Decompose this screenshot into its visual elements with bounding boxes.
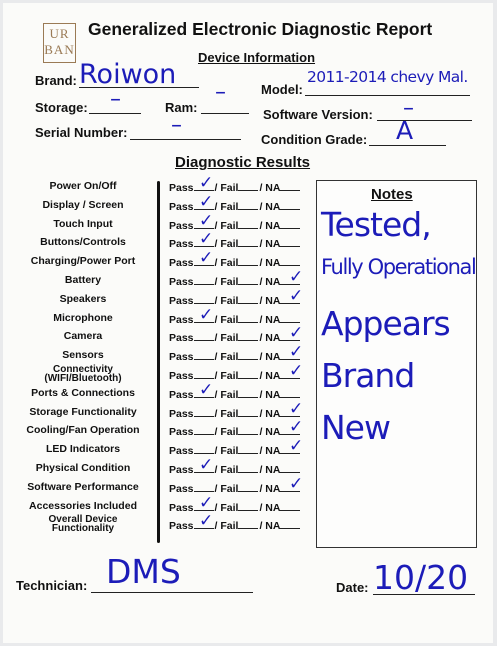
- diagnostic-row-label: Power On/Off: [49, 180, 117, 192]
- check-mark-icon: ✓: [199, 191, 214, 212]
- pass-option: Pass: [169, 482, 194, 495]
- diagnostic-row-label: Ports & Connections: [31, 386, 135, 399]
- check-mark-icon: ✓: [289, 417, 304, 438]
- storage-value: –: [110, 87, 121, 112]
- diagnostic-row-label: Software Performance: [27, 480, 139, 493]
- fail-option-blank: [238, 182, 258, 191]
- check-mark-icon: ✓: [199, 229, 214, 250]
- diagnostic-row-label: Storage Functionality: [29, 405, 137, 418]
- fail-option-blank: [238, 464, 258, 473]
- diagnostic-row-options: [169, 182, 301, 194]
- check-mark-icon: ✓: [199, 210, 214, 231]
- pass-option-blank: [194, 408, 214, 417]
- pass-option-blank: [194, 332, 214, 341]
- storage-line: [89, 113, 141, 114]
- fail-option-blank: [238, 520, 258, 529]
- na-option: / NA: [259, 388, 281, 401]
- condition-value: A: [396, 116, 414, 145]
- check-mark-icon: ✓: [289, 323, 304, 344]
- na-option-blank: [280, 314, 300, 323]
- check-mark-icon: ✓: [199, 173, 214, 193]
- check-mark-icon: ✓: [199, 511, 214, 532]
- report-sheet: [3, 3, 493, 643]
- pass-option: Pass: [169, 332, 194, 345]
- pass-option: Pass: [169, 445, 194, 458]
- fail-option: / Fail: [214, 238, 239, 251]
- pass-option-blank: [194, 351, 214, 360]
- fail-option: / Fail: [214, 388, 239, 401]
- na-option: / NA: [259, 407, 281, 420]
- diagnostic-results-heading: Diagnostic Results: [175, 154, 311, 171]
- logo-line-1: UR: [49, 26, 70, 41]
- software-value: –: [403, 96, 414, 121]
- note-line-3: Appears: [321, 304, 450, 343]
- check-mark-icon: ✓: [199, 304, 214, 325]
- diagnostic-row-options: [169, 295, 301, 307]
- na-option: / NA: [259, 426, 281, 439]
- diagnostic-row-options: [169, 520, 301, 532]
- fail-option: / Fail: [214, 294, 239, 307]
- note-line-1: Tested,: [321, 205, 431, 244]
- diagnostic-row-options: [169, 445, 301, 457]
- brand-value: Roiwon: [79, 59, 177, 90]
- fail-option: / Fail: [214, 257, 239, 270]
- diagnostic-row-label: Camera: [63, 330, 103, 343]
- fail-option: / Fail: [214, 182, 239, 194]
- technician-line: [91, 592, 253, 593]
- pass-option: Pass: [169, 388, 194, 401]
- na-option: / NA: [259, 501, 281, 514]
- diagnostic-row-options: [169, 426, 301, 438]
- fail-option-blank: [238, 502, 258, 511]
- notes-heading: Notes: [371, 186, 413, 203]
- fail-option-blank: [238, 445, 258, 454]
- pass-option: Pass: [169, 313, 194, 326]
- ram-line: [201, 113, 249, 114]
- software-line: [377, 120, 472, 121]
- diagnostic-row-label: Buttons/Controls: [40, 236, 126, 249]
- check-mark-icon: ✓: [199, 248, 214, 269]
- pass-option: Pass: [169, 370, 194, 382]
- diagnostic-row-label: Cooling/Fan Operation: [26, 424, 140, 437]
- pass-option-blank: [194, 370, 214, 379]
- na-option: / NA: [259, 351, 281, 364]
- fail-option-blank: [238, 238, 258, 247]
- na-option-blank: [280, 464, 300, 473]
- fail-option-blank: [238, 220, 258, 229]
- fail-option: / Fail: [214, 351, 239, 364]
- fail-option-blank: [238, 314, 258, 323]
- pass-option: Pass: [169, 351, 194, 364]
- pass-option: Pass: [169, 182, 194, 194]
- fail-option-blank: [238, 389, 258, 398]
- pass-option: Pass: [169, 219, 194, 232]
- fail-option: / Fail: [214, 407, 239, 420]
- pass-option-blank: [194, 276, 214, 285]
- na-option: / NA: [259, 332, 281, 345]
- pass-option: Pass: [169, 257, 194, 270]
- fail-option-blank: [238, 276, 258, 285]
- urban-logo: [43, 23, 76, 63]
- check-mark-icon: ✓: [289, 361, 304, 381]
- fail-option: / Fail: [214, 370, 239, 382]
- diagnostic-row-label: Touch Input: [53, 217, 113, 230]
- serial-value: –: [171, 113, 182, 138]
- diagnostic-row-options: [169, 483, 301, 495]
- na-option: / NA: [259, 482, 281, 495]
- check-mark-icon: ✓: [199, 379, 214, 400]
- fail-option: / Fail: [214, 219, 239, 232]
- pass-option: Pass: [169, 407, 194, 420]
- pass-option-blank: [194, 295, 214, 304]
- pass-option: Pass: [169, 294, 194, 307]
- pass-option: Pass: [169, 520, 194, 533]
- device-info-heading: Device Information: [198, 50, 316, 65]
- na-option: / NA: [259, 445, 281, 458]
- check-mark-icon: ✓: [289, 473, 304, 494]
- note-line-2: Fully Operational: [321, 255, 476, 279]
- fail-option: / Fail: [214, 501, 239, 514]
- fail-option: / Fail: [214, 200, 239, 213]
- ram-label: Ram:: [165, 100, 198, 115]
- fail-option: / Fail: [214, 445, 239, 458]
- pass-option: Pass: [169, 276, 194, 288]
- na-option-blank: [280, 520, 300, 529]
- diagnostic-row-options: [169, 238, 301, 250]
- na-option: / NA: [259, 257, 281, 270]
- logo-line-2: BAN: [44, 42, 75, 57]
- pass-option: Pass: [169, 501, 194, 514]
- technician-label: Technician:: [16, 578, 88, 593]
- software-label: Software Version:: [263, 107, 373, 122]
- check-mark-icon: ✓: [289, 398, 304, 419]
- fail-option: / Fail: [214, 276, 239, 288]
- fail-option: / Fail: [214, 426, 239, 439]
- date-value: 10/20: [373, 558, 469, 597]
- check-mark-icon: ✓: [289, 436, 304, 457]
- diagnostic-row-options: [169, 332, 301, 344]
- fail-option: / Fail: [214, 332, 239, 345]
- fail-option-blank: [238, 370, 258, 379]
- diagnostic-row-options: [169, 351, 301, 363]
- check-mark-icon: ✓: [289, 285, 304, 306]
- fail-option-blank: [238, 295, 258, 304]
- diagnostic-row-label: Physical Condition: [35, 462, 131, 474]
- pass-option: Pass: [169, 200, 194, 213]
- na-option: / NA: [259, 276, 281, 288]
- diagnostic-row-options: [169, 220, 301, 232]
- diagnostic-row-label: Accessories Included: [29, 499, 137, 512]
- fail-option-blank: [238, 426, 258, 435]
- diagnostic-row-options: [169, 370, 301, 382]
- na-option: / NA: [259, 238, 281, 251]
- diagnostic-row-options: [169, 464, 301, 476]
- condition-line: [369, 145, 446, 146]
- na-option: / NA: [259, 182, 281, 194]
- diagnostic-row-label: Battery: [64, 274, 102, 286]
- na-option: / NA: [259, 294, 281, 307]
- pass-option: Pass: [169, 238, 194, 251]
- fail-option: / Fail: [214, 520, 239, 533]
- diagnostic-row-label: Display / Screen: [42, 198, 124, 211]
- diagnostic-row-options: [169, 389, 301, 401]
- na-option-blank: [280, 389, 300, 398]
- diagnostic-row-options: [169, 201, 301, 213]
- na-option: / NA: [259, 370, 281, 382]
- fail-option: / Fail: [214, 482, 239, 495]
- diagnostic-row-label: Connectivity (WIFI/Bluetooth): [44, 364, 122, 384]
- check-mark-icon: ✓: [199, 455, 214, 475]
- note-line-4: Brand: [321, 356, 415, 395]
- fail-option-blank: [238, 483, 258, 492]
- date-label: Date:: [336, 580, 369, 595]
- na-option: / NA: [259, 313, 281, 326]
- note-line-5: New: [321, 408, 390, 447]
- diagnostic-row-options: [169, 257, 301, 269]
- diagnostic-row-options: [169, 276, 301, 288]
- na-option-blank: [280, 257, 300, 266]
- na-option-blank: [280, 502, 300, 511]
- fail-option-blank: [238, 201, 258, 210]
- serial-line: [130, 139, 241, 140]
- model-line: [305, 95, 470, 96]
- diagnostic-row-label: Speakers: [59, 292, 107, 305]
- diagnostic-row-label: Overall Device Functionality: [48, 514, 118, 535]
- na-option: / NA: [259, 200, 281, 213]
- brand-label: Brand:: [35, 73, 77, 88]
- diagnostic-row-options: [169, 502, 301, 514]
- diagnostic-row-label: Charging/Power Port: [30, 255, 136, 268]
- report-title: Generalized Electronic Diagnostic Report: [88, 19, 433, 39]
- diagnostic-row-options: [169, 314, 301, 326]
- na-option-blank: [280, 220, 300, 229]
- na-option: / NA: [259, 464, 281, 476]
- na-option: / NA: [259, 520, 281, 533]
- diagnostic-row-label: Sensors: [62, 349, 104, 362]
- na-option-blank: [280, 201, 300, 210]
- pass-option: Pass: [169, 464, 194, 476]
- diagnostic-row-label: Microphone: [53, 311, 113, 324]
- check-mark-icon: ✓: [199, 492, 214, 513]
- model-value: 2011-2014 chevy Mal.: [307, 68, 468, 86]
- fail-option-blank: [238, 351, 258, 360]
- check-mark-icon: ✓: [289, 342, 304, 363]
- fail-option: / Fail: [214, 313, 239, 326]
- serial-label: Serial Number:: [35, 125, 128, 140]
- pass-option: Pass: [169, 426, 194, 439]
- model-label: Model:: [261, 82, 303, 97]
- pass-option-blank: [194, 483, 214, 492]
- diagnostic-row-label: LED Indicators: [45, 443, 121, 456]
- fail-option-blank: [238, 408, 258, 417]
- column-divider: [157, 181, 160, 543]
- diagnostic-row-options: [169, 408, 301, 420]
- check-mark-icon: ✓: [289, 267, 304, 287]
- ram-value: –: [215, 80, 226, 105]
- storage-label: Storage:: [35, 100, 88, 115]
- na-option: / NA: [259, 219, 281, 232]
- fail-option: / Fail: [214, 464, 239, 476]
- na-option-blank: [280, 182, 300, 191]
- na-option-blank: [280, 238, 300, 247]
- pass-option-blank: [194, 445, 214, 454]
- fail-option-blank: [238, 257, 258, 266]
- pass-option-blank: [194, 426, 214, 435]
- technician-value: DMS: [106, 552, 181, 591]
- condition-label: Condition Grade:: [261, 132, 368, 147]
- fail-option-blank: [238, 332, 258, 341]
